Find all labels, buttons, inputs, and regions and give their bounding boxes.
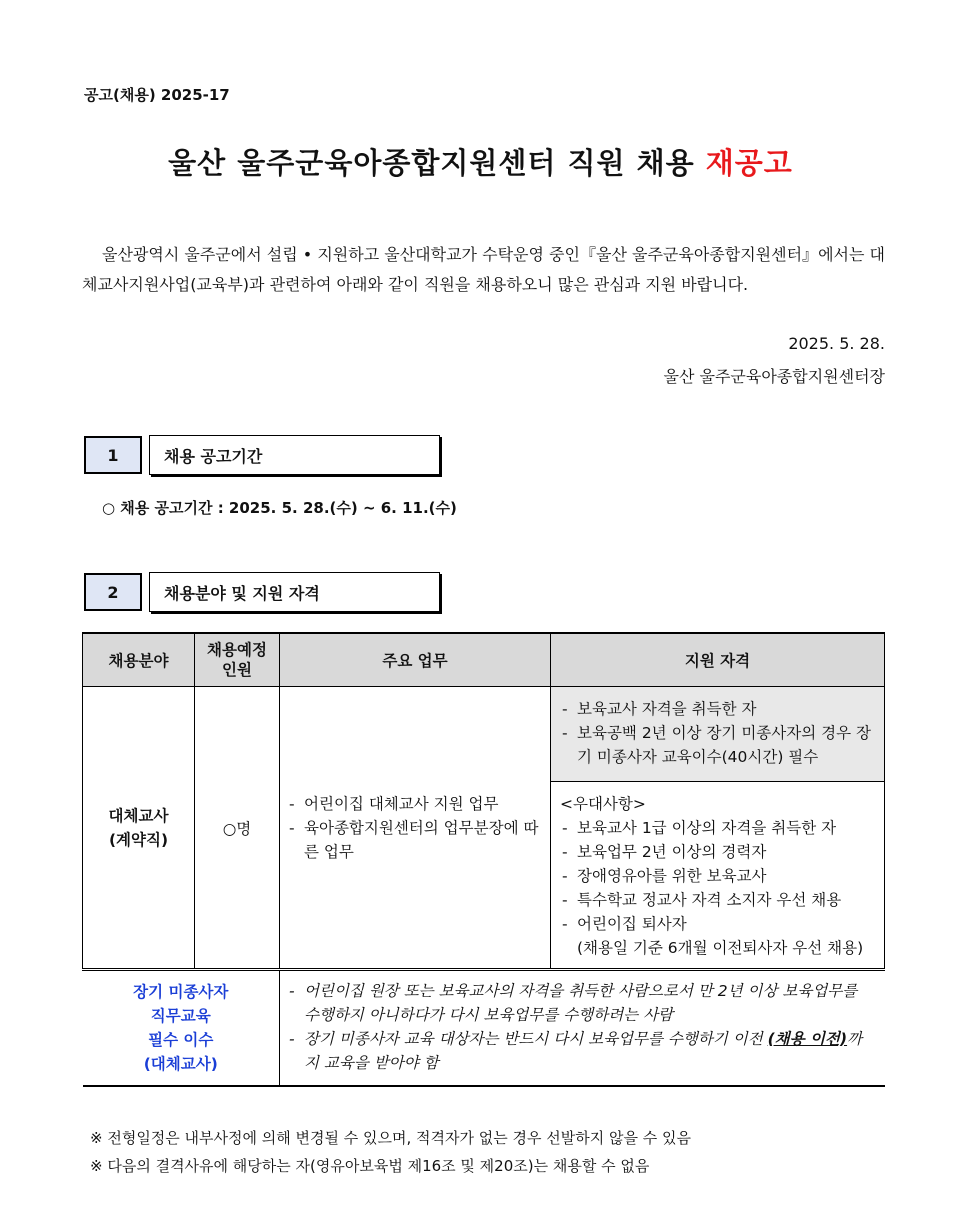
title-main: 울산 울주군육아종합지원센터 직원 채용 (168, 146, 706, 180)
duties-list (284, 792, 546, 864)
notice-number: 공고(채용) 2025-17 (84, 86, 230, 104)
section-2-title: 채용분야 및 지원 자격 (149, 572, 440, 612)
preference-title: <우대사항> (560, 795, 646, 813)
section-1-number: 1 (84, 436, 142, 474)
table-row (83, 970, 885, 1087)
list-item: - 장애영유아를 위한 보육교사 (557, 864, 878, 888)
education-label-line: 필수 이수 (148, 1031, 214, 1049)
header-qualifications: 지원 자격 (551, 633, 885, 687)
issuer: 울산 울주군육아종합지원센터장 (663, 367, 885, 386)
note-schedule: ※ 전형일정은 내부사정에 의해 변경될 수 있으며, 적격자가 없는 경우 선발하지 않을 수 있음 (90, 1129, 691, 1147)
education-label-line: 직무교육 (150, 1007, 211, 1025)
education-label-line: 장기 미종사자 (133, 983, 229, 1001)
header-duties: 주요 업무 (280, 633, 551, 687)
preference-note: (채용일 기준 6개월 이전퇴사자 우선 채용) (577, 939, 864, 957)
list-item: - 어린이집 퇴사자 (557, 912, 878, 936)
list-item (284, 1027, 875, 1075)
list-item: - 특수학교 정교사 자격 소지자 우선 채용 (557, 888, 878, 912)
header-count: 채용예정 인원 (195, 633, 280, 687)
table-header-row (83, 633, 885, 687)
field-cell: 대체교사 (계약직) (83, 687, 195, 970)
duties-cell (280, 687, 551, 970)
preference-cell (551, 782, 885, 970)
recruitment-table (82, 632, 885, 1087)
section-1-title: 채용 공고기간 (149, 435, 440, 475)
recruitment-period: ○ 채용 공고기간 : 2025. 5. 28.(수) ~ 6. 11.(수) (102, 499, 457, 517)
edu-line2-pre: 장기 미종사자 교육 대상자는 반드시 다시 보육업무를 수행하기 이전 (304, 1030, 768, 1048)
preference-list (557, 816, 878, 936)
list-item: - 보육교사 자격을 취득한 자 (557, 697, 878, 721)
education-label (83, 970, 280, 1087)
education-label-line: (대체교사) (143, 1055, 218, 1073)
section-2-number: 2 (84, 573, 142, 611)
list-item: - 보육공백 2년 이상 장기 미종사자의 경우 장기 미종사자 교육이수(40시간) 필수 (557, 721, 878, 769)
list-item: - 어린이집 대체교사 지원 업무 (284, 792, 546, 816)
education-text (280, 970, 885, 1087)
edu-line2-emphasis: (채용 이전) (767, 1030, 848, 1048)
list-item: - 육아종합지원센터의 업무분장에 따른 업무 (284, 816, 546, 864)
list-item: - 보육교사 1급 이상의 자격을 취득한 자 (557, 816, 878, 840)
note-disqualification: ※ 다음의 결격사유에 해당하는 자(영유아보육법 제16조 및 제20조)는 채용할 수 없음 (90, 1157, 650, 1175)
edu-line2-post: 까지 교육을 받아야 함 (304, 1030, 863, 1072)
list-item: - 보육업무 2년 이상의 경력자 (557, 840, 878, 864)
table-row (83, 687, 885, 782)
list-item: - 어린이집 원장 또는 보육교사의 자격을 취득한 사람으로서 만 2년 이상 보육업무를 수행하지 아니하다가 다시 보육업무를 수행하려는 사람 (284, 979, 875, 1027)
count-cell: ○명 (195, 687, 280, 970)
qualification-cell (551, 687, 885, 782)
header-field: 채용분야 (83, 633, 195, 687)
page-title (0, 141, 961, 182)
notice-date: 2025. 5. 28. (788, 334, 885, 353)
intro-paragraph: 울산광역시 울주군에서 설립 • 지원하고 울산대학교가 수탁운영 중인『울산 울주군육아종합지원센터』에서는 대체교사지원사업(교육부)과 관련하여 아래와 같이 직원을 채용하오니 많은 관심과 지원 바랍니다. (82, 245, 885, 294)
education-list (284, 979, 875, 1075)
qualification-list (557, 697, 878, 769)
title-highlight: 재공고 (705, 146, 793, 180)
